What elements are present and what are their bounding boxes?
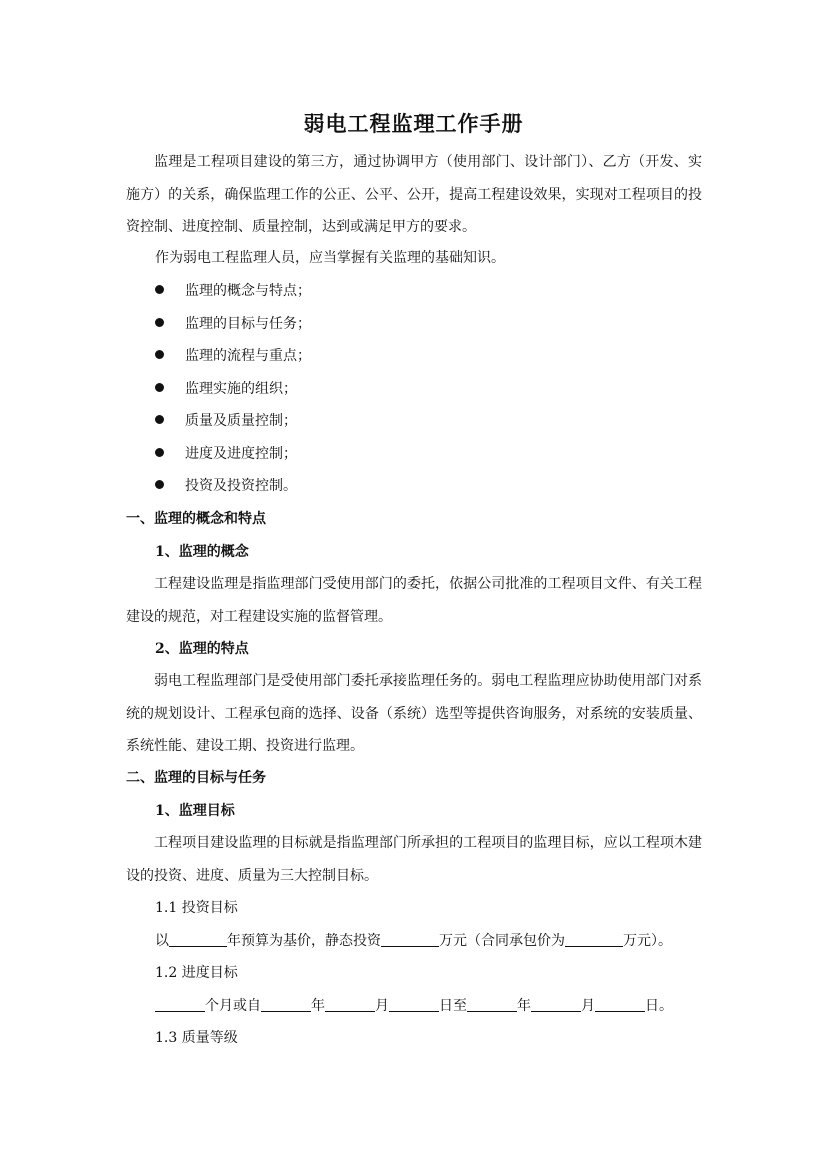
section-heading-1: 一、监理的概念和特点: [126, 511, 266, 527]
concept-paragraph: 工程建设监理是指监理部门受使用部门的委托，依据公司批准的工程项目文件、有关工程建设的规范，对工程建设实施的监督管理。: [126, 576, 702, 625]
goals-paragraph: 工程项目建设监理的目标就是指监理部门所承担的工程项目的监理目标，应以工程项木建设的投资、进度、质量为三大控制目标。: [126, 835, 702, 884]
item-heading-quality: 1.3 质量等级: [155, 1030, 238, 1046]
intro-paragraph: 监理是工程项目建设的第三方，通过协调甲方（使用部门、设计部门）、乙方（开发、实施方）的关系，确保监理工作的公正、公平、公开，提高工程建设效果，实现对工程项目的投资控制、进度控制、质量控制，达到或满足甲方的要求。: [126, 154, 702, 235]
list-item: 监理的流程与重点；: [155, 346, 311, 366]
section-heading-2: 二、监理的目标与任务: [126, 770, 266, 786]
bullet-icon: [155, 448, 164, 457]
item-heading-invest: 1.1 投资目标: [155, 900, 238, 916]
invest-line: 以 年预算为基价，静态投资 万元（合同承包价为 万元）。: [155, 933, 672, 949]
list-item: 监理的概念与特点；: [155, 281, 311, 301]
fill-blank: [381, 932, 439, 947]
fill-blank: [389, 997, 439, 1012]
fill-blank: [169, 932, 227, 947]
fill-blank: [155, 997, 205, 1012]
bullet-icon: [155, 415, 164, 424]
fill-blank: [565, 932, 623, 947]
document-title: 弱电工程监理工作手册: [303, 111, 524, 136]
list-item: 投资及投资控制。: [155, 476, 297, 496]
item-heading-schedule: 1.2 进度目标: [155, 965, 238, 981]
list-item: 质量及质量控制；: [155, 411, 297, 431]
schedule-line: 个月或自 年 月 日至 年 月 日。: [155, 996, 673, 1016]
bullet-icon: [155, 480, 164, 489]
bullet-icon: [155, 285, 164, 294]
subsection-heading: 2、监理的特点: [155, 641, 249, 657]
subsection-heading: 1、监理的概念: [155, 544, 249, 560]
subsection-heading: 1、监理目标: [155, 803, 235, 819]
features-paragraph: 弱电工程监理部门是受使用部门委托承接监理任务的。弱电工程监理应协助使用部门对系统的规划设计、工程承包商的选择、设备（系统）选型等提供咨询服务，对系统的安装质量、系统性能、建设工期、投资进行监理。: [126, 673, 702, 754]
fill-blank: [531, 997, 581, 1012]
bullet-icon: [155, 383, 164, 392]
list-item: 监理实施的组织；: [155, 379, 297, 399]
fill-blank: [261, 997, 311, 1012]
bullet-icon: [155, 350, 164, 359]
list-item: 监理的目标与任务；: [155, 314, 311, 334]
fill-blank: [595, 997, 645, 1012]
bullet-icon: [155, 318, 164, 327]
fill-blank: [467, 997, 517, 1012]
list-item: 进度及进度控制；: [155, 444, 297, 464]
intro-paragraph-2: 作为弱电工程监理人员，应当掌握有关监理的基础知识。: [155, 250, 505, 266]
fill-blank: [325, 997, 375, 1012]
